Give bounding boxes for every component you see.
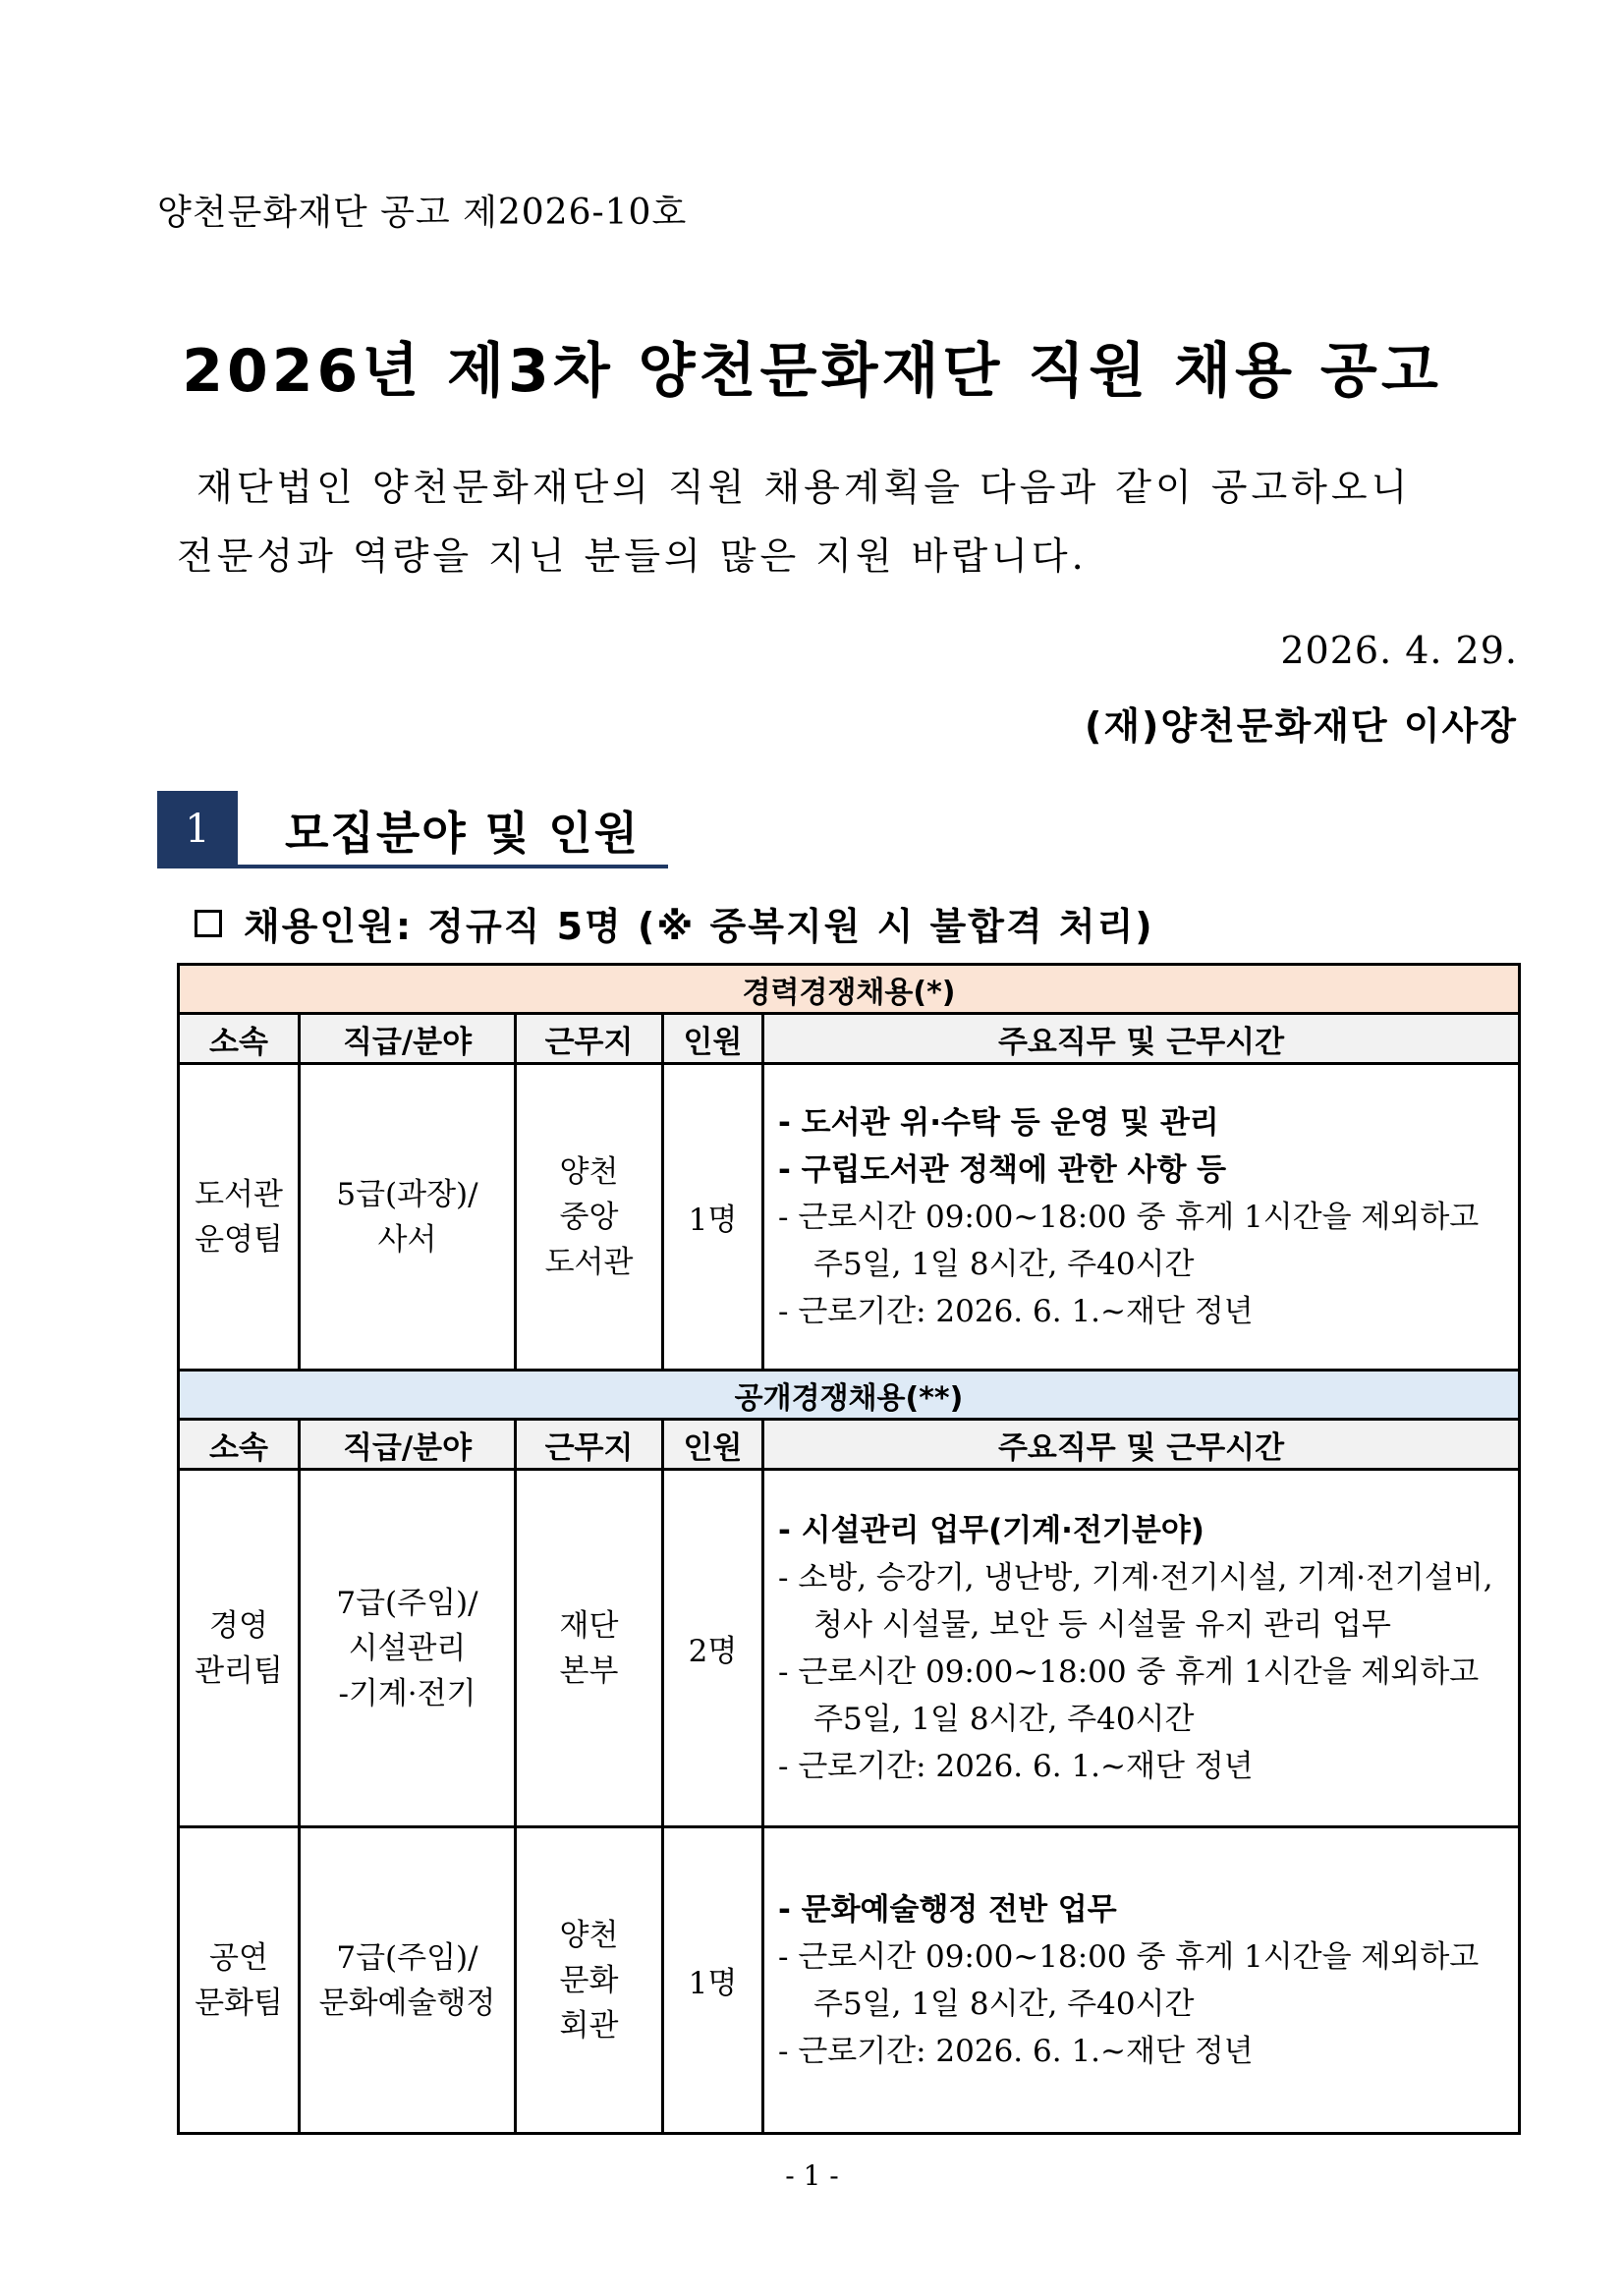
duty-line: - 근로시간 09:00~18:00 중 휴게 1시간을 제외하고 — [778, 1653, 1480, 1690]
notice-date: 2026. 4. 29. — [1280, 629, 1518, 672]
place-line: 양천 — [559, 1153, 619, 1190]
count-cell: 1명 — [663, 1827, 763, 2134]
grade-line: 시설관리 — [348, 1630, 467, 1666]
place-cell — [516, 1827, 663, 2134]
duty-line: 주5일, 1일 8시간, 주40시간 — [813, 1986, 1195, 2022]
duties-cell — [763, 1064, 1520, 1371]
place-line: 재단 — [559, 1607, 619, 1644]
duties-cell — [763, 1827, 1520, 2134]
duty-line: - 근로시간 09:00~18:00 중 휴게 1시간을 제외하고 — [778, 1199, 1480, 1235]
page-number: - 1 - — [785, 2159, 839, 2192]
page-title: 2026년 제3차 양천문화재단 직원 채용 공고 — [182, 337, 1442, 406]
dept-cell — [179, 1470, 300, 1827]
grade-line: 문화예술행정 — [318, 1985, 496, 2021]
duties-cell — [763, 1470, 1520, 1827]
table-row — [179, 1064, 1520, 1371]
column-header: 직급/분야 — [300, 1014, 516, 1064]
table-row — [179, 1470, 1520, 1827]
duty-line: - 소방, 승강기, 냉난방, 기계·전기시설, 기계·전기설비, — [778, 1559, 1493, 1596]
grade-line: 7급(주임)/ — [336, 1585, 478, 1621]
place-line: 중앙 — [559, 1199, 619, 1235]
column-header: 직급/분야 — [300, 1420, 516, 1470]
column-header: 소속 — [179, 1014, 300, 1064]
table-header-row — [179, 1420, 1520, 1470]
duty-line: 주5일, 1일 8시간, 주40시간 — [813, 1701, 1195, 1737]
checkbox-square-icon — [195, 910, 222, 937]
place-line: 도서관 — [544, 1244, 634, 1280]
recruit-table — [177, 963, 1521, 2135]
duty-line: - 근로기간: 2026. 6. 1.~재단 정년 — [778, 1748, 1254, 1784]
grade-line: 사서 — [377, 1221, 437, 1258]
dept-line: 도서관 — [195, 1176, 283, 1212]
count-cell: 1명 — [663, 1064, 763, 1371]
table-row — [179, 1827, 1520, 2134]
grade-cell — [300, 1064, 516, 1371]
grade-cell — [300, 1827, 516, 2134]
column-header: 근무지 — [516, 1014, 663, 1064]
duty-line: 청사 시설물, 보안 등 시설물 유지 관리 업무 — [813, 1606, 1391, 1643]
duty-line: - 근로기간: 2026. 6. 1.~재단 정년 — [778, 1293, 1254, 1329]
grade-line: 5급(과장)/ — [336, 1176, 478, 1212]
recruit-summary — [195, 896, 1154, 950]
open-band: 공개경쟁채용(**) — [179, 1371, 1520, 1420]
duty-line: - 문화예술행정 전반 업무 — [778, 1891, 1117, 1928]
duty-line: - 구립도서관 정책에 관한 사항 등 — [778, 1151, 1227, 1188]
duty-line: - 시설관리 업무(기계·전기분야) — [778, 1512, 1204, 1548]
table-header-row — [179, 1014, 1520, 1064]
dept-line: 경영 — [209, 1607, 268, 1644]
duty-line: - 도서관 위·수탁 등 운영 및 관리 — [778, 1104, 1219, 1141]
intro-line-2: 전문성과 역량을 지닌 분들의 많은 지원 바랍니다. — [177, 534, 1088, 578]
grade-line: 7급(주임)/ — [336, 1939, 478, 1976]
dept-line: 관리팀 — [195, 1652, 283, 1689]
place-cell — [516, 1064, 663, 1371]
duty-line: - 근로기간: 2026. 6. 1.~재단 정년 — [778, 2033, 1254, 2069]
column-header: 근무지 — [516, 1420, 663, 1470]
place-line: 문화 — [559, 1962, 619, 1998]
career-band: 경력경쟁채용(*) — [179, 965, 1520, 1014]
section-underline — [157, 865, 668, 868]
place-cell — [516, 1470, 663, 1827]
career-band-row — [179, 965, 1520, 1014]
dept-line: 문화팀 — [195, 1985, 283, 2021]
issuer: (재)양천문화재단 이사장 — [1084, 704, 1518, 748]
duty-line: 주5일, 1일 8시간, 주40시간 — [813, 1246, 1195, 1282]
column-header: 인원 — [663, 1420, 763, 1470]
section-title: 모집분야 및 인원 — [285, 807, 641, 860]
duty-line: - 근로시간 09:00~18:00 중 휴게 1시간을 제외하고 — [778, 1938, 1480, 1975]
dept-cell — [179, 1827, 300, 2134]
open-band-row — [179, 1371, 1520, 1420]
notice-number: 양천문화재단 공고 제2026-10호 — [157, 193, 688, 233]
place-line: 본부 — [559, 1652, 619, 1689]
dept-line: 운영팀 — [195, 1221, 283, 1258]
column-header: 인원 — [663, 1014, 763, 1064]
intro-line-1: 재단법인 양천문화재단의 직원 채용계획을 다음과 같이 공고하오니 — [196, 466, 1412, 509]
column-header: 소속 — [179, 1420, 300, 1470]
column-header: 주요직무 및 근무시간 — [763, 1014, 1520, 1064]
place-line: 양천 — [559, 1917, 619, 1953]
place-line: 회관 — [559, 2007, 619, 2044]
count-cell: 2명 — [663, 1470, 763, 1827]
section-number-badge: 1 — [157, 791, 238, 868]
dept-line: 공연 — [209, 1939, 268, 1976]
dept-cell — [179, 1064, 300, 1371]
grade-cell — [300, 1470, 516, 1827]
column-header: 주요직무 및 근무시간 — [763, 1420, 1520, 1470]
recruit-summary-text: 채용인원: 정규직 5명 (※ 중복지원 시 불합격 처리) — [244, 905, 1154, 948]
grade-line: -기계·전기 — [338, 1675, 476, 1711]
